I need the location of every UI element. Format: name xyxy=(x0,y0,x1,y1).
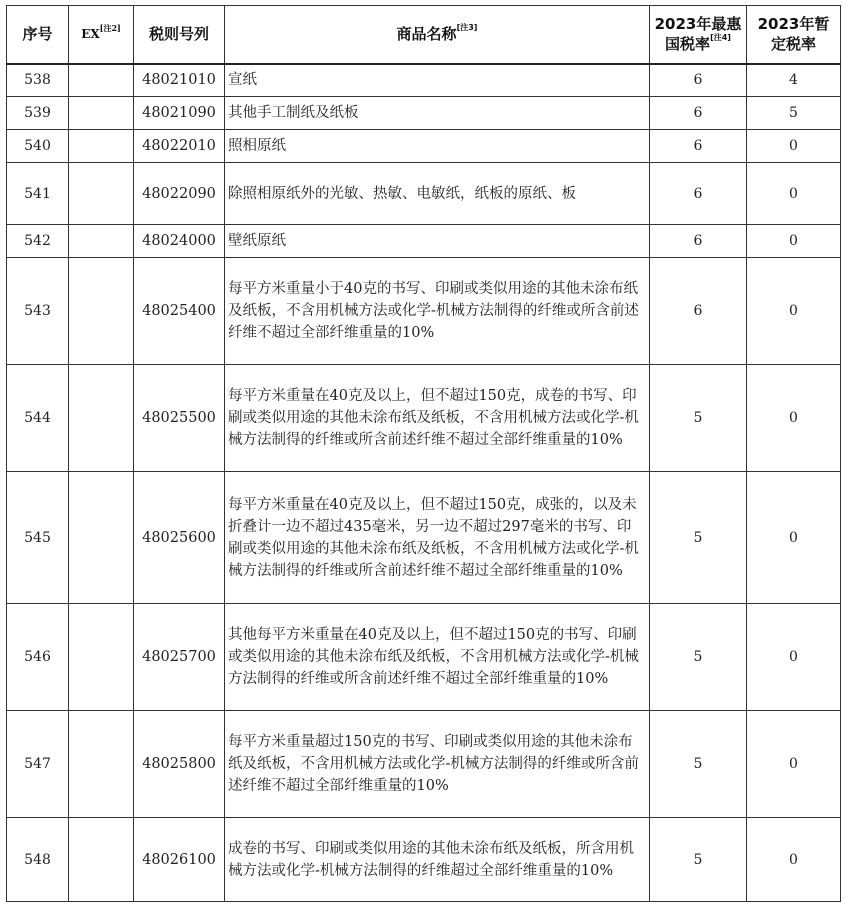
mfn-rate-cell: 6 xyxy=(650,64,747,97)
seq-cell: 548 xyxy=(7,818,69,902)
mfn-rate-cell: 6 xyxy=(650,97,747,130)
code-cell: 48021010 xyxy=(134,64,225,97)
provisional-rate-cell: 4 xyxy=(747,64,841,97)
code-cell: 48025600 xyxy=(134,472,225,604)
provisional-rate-cell: 0 xyxy=(747,818,841,902)
mfn-rate-cell: 6 xyxy=(650,258,747,365)
table-row xyxy=(7,163,841,225)
name-cell: 每平方米重量在40克及以上，但不超过150克，成张的，以及未折叠计一边不超过435毫米，另一边不超过297毫米的书写、印刷或类似用途的其他未涂布纸及纸板，不含用机械方法或化学-机械方法制得的纤维或所含前述纤维不超过全部纤维重量的10% xyxy=(225,472,650,604)
ex-cell xyxy=(69,711,134,818)
tariff-table-container xyxy=(6,5,840,902)
header-ex: EX[注2] xyxy=(69,6,134,64)
seq-cell: 540 xyxy=(7,130,69,163)
code-cell: 48022090 xyxy=(134,163,225,225)
ex-cell xyxy=(69,472,134,604)
table-row xyxy=(7,225,841,258)
mfn-rate-cell: 6 xyxy=(650,163,747,225)
header-mfn-rate: 2023年最惠 国税率[注4] xyxy=(650,6,747,64)
name-cell: 壁纸原纸 xyxy=(225,225,650,258)
header-name: 商品名称[注3] xyxy=(225,6,650,64)
header-row xyxy=(7,6,841,64)
code-cell: 48025800 xyxy=(134,711,225,818)
header-ex-note: [注2] xyxy=(99,23,121,34)
header-seq: 序号 xyxy=(7,6,69,64)
header-provisional-rate: 2023年暂 定税率 xyxy=(747,6,841,64)
name-cell: 每平方米重量超过150克的书写、印刷或类似用途的其他未涂布纸及纸板，不含用机械方法或化学-机械方法制得的纤维或所含前述纤维不超过全部纤维重量的10% xyxy=(225,711,650,818)
table-row xyxy=(7,604,841,711)
provisional-rate-cell: 0 xyxy=(747,163,841,225)
name-cell: 每平方米重量小于40克的书写、印刷或类似用途的其他未涂布纸及纸板，不含用机械方法或化学-机械方法制得的纤维或所含前述纤维不超过全部纤维重量的10% xyxy=(225,258,650,365)
header-mfn-note: [注4] xyxy=(710,33,731,43)
seq-cell: 545 xyxy=(7,472,69,604)
ex-cell xyxy=(69,130,134,163)
name-cell: 除照相原纸外的光敏、热敏、电敏纸，纸板的原纸、板 xyxy=(225,163,650,225)
seq-cell: 544 xyxy=(7,365,69,472)
name-cell: 宣纸 xyxy=(225,64,650,97)
mfn-rate-cell: 6 xyxy=(650,130,747,163)
ex-cell xyxy=(69,604,134,711)
code-cell: 48024000 xyxy=(134,225,225,258)
code-cell: 48026100 xyxy=(134,818,225,902)
table-row xyxy=(7,472,841,604)
code-cell: 48025700 xyxy=(134,604,225,711)
seq-cell: 546 xyxy=(7,604,69,711)
seq-cell: 543 xyxy=(7,258,69,365)
mfn-rate-cell: 5 xyxy=(650,604,747,711)
ex-cell xyxy=(69,97,134,130)
code-cell: 48021090 xyxy=(134,97,225,130)
ex-cell xyxy=(69,64,134,97)
provisional-rate-cell: 0 xyxy=(747,604,841,711)
provisional-rate-cell: 0 xyxy=(747,365,841,472)
mfn-rate-cell: 5 xyxy=(650,818,747,902)
mfn-rate-cell: 5 xyxy=(650,472,747,604)
name-cell: 其他手工制纸及纸板 xyxy=(225,97,650,130)
name-cell: 其他每平方米重量在40克及以上，但不超过150克的书写、印刷或类似用途的其他未涂布纸及纸板，不含用机械方法或化学-机械方法制得的纤维或所含前述纤维不超过全部纤维重量的10% xyxy=(225,604,650,711)
ex-cell xyxy=(69,163,134,225)
seq-cell: 539 xyxy=(7,97,69,130)
provisional-rate-cell: 0 xyxy=(747,130,841,163)
code-cell: 48025400 xyxy=(134,258,225,365)
table-row xyxy=(7,258,841,365)
provisional-rate-cell: 0 xyxy=(747,472,841,604)
seq-cell: 547 xyxy=(7,711,69,818)
mfn-rate-cell: 5 xyxy=(650,711,747,818)
tariff-table xyxy=(6,5,841,902)
table-row xyxy=(7,711,841,818)
table-row xyxy=(7,130,841,163)
seq-cell: 542 xyxy=(7,225,69,258)
provisional-rate-cell: 5 xyxy=(747,97,841,130)
name-cell: 照相原纸 xyxy=(225,130,650,163)
name-cell: 每平方米重量在40克及以上，但不超过150克，成卷的书写、印刷或类似用途的其他未涂布纸及纸板，不含用机械方法或化学-机械方法制得的纤维或所含前述纤维不超过全部纤维重量的10% xyxy=(225,365,650,472)
mfn-rate-cell: 5 xyxy=(650,365,747,472)
ex-cell xyxy=(69,365,134,472)
code-cell: 48022010 xyxy=(134,130,225,163)
seq-cell: 541 xyxy=(7,163,69,225)
ex-cell xyxy=(69,818,134,902)
ex-cell xyxy=(69,225,134,258)
table-row xyxy=(7,365,841,472)
table-row xyxy=(7,97,841,130)
name-cell: 成卷的书写、印刷或类似用途的其他未涂布纸及纸板，所含用机械方法或化学-机械方法制得的纤维超过全部纤维重量的10% xyxy=(225,818,650,902)
provisional-rate-cell: 0 xyxy=(747,225,841,258)
provisional-rate-cell: 0 xyxy=(747,711,841,818)
table-row xyxy=(7,64,841,97)
mfn-rate-cell: 6 xyxy=(650,225,747,258)
code-cell: 48025500 xyxy=(134,365,225,472)
ex-cell xyxy=(69,258,134,365)
header-name-note: [注3] xyxy=(456,23,478,33)
provisional-rate-cell: 0 xyxy=(747,258,841,365)
table-row xyxy=(7,818,841,902)
seq-cell: 538 xyxy=(7,64,69,97)
header-code: 税则号列 xyxy=(134,6,225,64)
